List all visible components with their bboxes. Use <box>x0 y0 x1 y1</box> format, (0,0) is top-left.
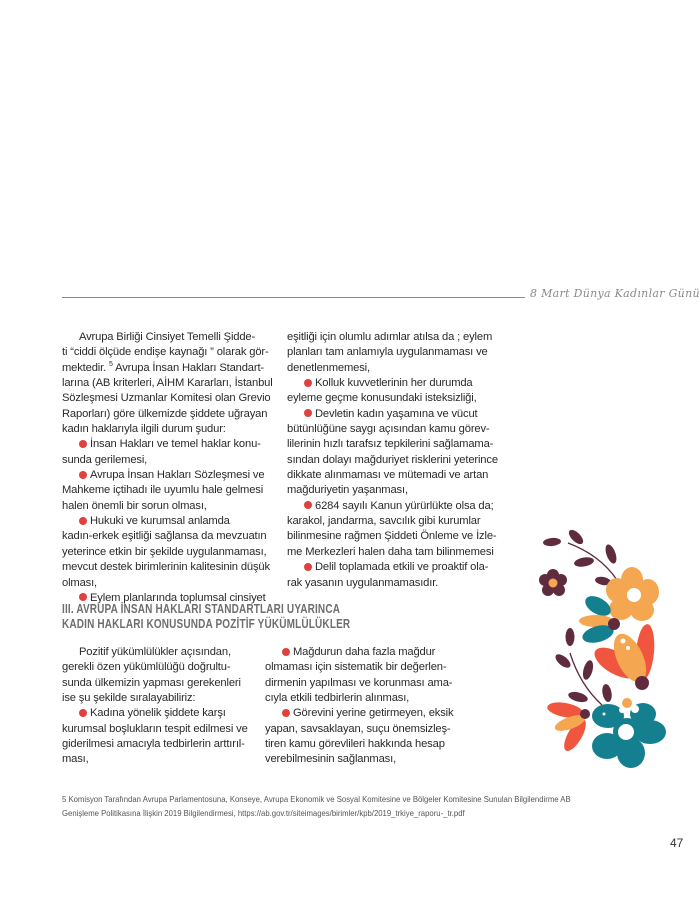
text-line <box>62 361 274 376</box>
floral-illustration <box>520 520 700 780</box>
line-text: Pozitif yükümlülükler açısından, <box>79 646 231 658</box>
section2-left-column <box>62 645 274 768</box>
bullet-icon <box>304 501 312 509</box>
text-line <box>62 737 274 752</box>
line-text: Hukuki ve kurumsal anlamda <box>90 515 230 528</box>
bullet-line <box>287 499 502 514</box>
text-line <box>287 529 502 544</box>
section-heading-line1: III. AVRUPA İNSAN HAKLARI STANDARTLARI UYARINCA <box>62 602 341 616</box>
bullet-icon <box>304 379 312 387</box>
section1-left-column <box>62 330 274 606</box>
text-line <box>62 645 274 660</box>
line-text: Eylem planlarında toplumsal cinsiyet <box>90 591 266 604</box>
text-line <box>62 407 274 422</box>
bullet-line <box>265 706 480 721</box>
footnote-reference: 5 <box>109 360 113 368</box>
line-text: gerekli özen yükümlülüğü doğrultu- <box>62 661 231 674</box>
line-text: Raporları) göre ülkemizde şiddete uğrayan <box>62 407 268 420</box>
header-rule <box>62 297 525 298</box>
text-line <box>287 576 502 591</box>
bullet-icon <box>79 440 87 448</box>
line-text: tiren kamu görevlileri hakkında hesap <box>265 738 445 751</box>
line-text: ti “ciddi ölçüde endişe kaynağı ” olarak gör- <box>62 346 269 359</box>
bullet-icon <box>79 709 87 717</box>
line-text: rak yasanın uygulanmamasıdır. <box>287 576 439 589</box>
bullet-line <box>62 514 274 529</box>
line-text: mektedir. <box>62 361 109 374</box>
line-text: sunda ülkemizin yapması gerekenleri <box>62 676 241 689</box>
line-text: cıyla etkili tedbirlerin alınması, <box>265 692 410 705</box>
bullet-icon <box>282 648 290 656</box>
line-text: verebilmesinin sağlanması, <box>265 753 397 766</box>
teal-flower <box>592 698 666 768</box>
text-line <box>62 752 274 767</box>
text-line <box>62 499 274 514</box>
small-maroon-flower <box>539 569 567 596</box>
footnote-line1: 5 Komisyon Tarafından Avrupa Parlamentosuna, Konseye, Avrupa Ekonomik ve Sosyal Komitesine ve Bölgeler Komitesine Sunulan Bilgilendirme AB <box>62 794 571 804</box>
line-text: bilinmesine rağmen Şiddeti Önleme ve İzle- <box>287 530 497 543</box>
text-line <box>62 660 274 675</box>
text-line <box>265 691 480 706</box>
text-line <box>62 330 274 345</box>
text-line <box>265 676 480 691</box>
line-text: İnsan Hakları ve temel haklar konu- <box>90 438 261 451</box>
text-line <box>62 545 274 560</box>
bullet-line <box>265 645 480 660</box>
text-line <box>62 560 274 575</box>
running-title: 8 Mart Dünya Kadınlar Günü <box>530 287 700 300</box>
bullet-line <box>62 468 274 483</box>
text-line <box>287 330 502 345</box>
line-text: eyleme geçme konusundaki isteksizliği, <box>287 392 477 405</box>
line-text: Mahkeme içtihadı ile uyumlu hale gelmesi <box>62 484 264 497</box>
section-heading-line2: KADIN HAKLARI KONUSUNDA POZİTİF YÜKÜMLÜLÜKLER <box>62 616 351 631</box>
bullet-line <box>62 706 274 721</box>
line-text: Delil toplamada etkili ve proaktif ola- <box>315 561 489 574</box>
line-text: Mağdurun daha fazla mağdur <box>293 646 436 658</box>
line-text: larına (AB kriterleri, AİHM Kararları, İstanbul <box>62 377 273 390</box>
bullet-line <box>62 437 274 452</box>
line-text: sından dolayı mağduriyet risklerini yeterince <box>287 453 498 466</box>
line-text: dikkate alınmaması ve mütemadi ve artan <box>287 469 489 482</box>
bullet-icon <box>282 709 290 717</box>
text-line <box>62 691 274 706</box>
bullet-line <box>287 376 502 391</box>
line-text: karakol, jandarma, savcılık gibi kurumlar <box>287 515 481 528</box>
line-text: kurumsal boşlukların tespit edilmesi ve <box>62 722 248 735</box>
text-line <box>62 422 274 437</box>
line-text: olmaması için sistematik bir değerlen- <box>265 661 447 674</box>
line-text: Kolluk kuvvetlerinin her durumda <box>315 377 473 390</box>
text-line <box>287 468 502 483</box>
text-line <box>62 376 274 391</box>
section2-right-column <box>265 645 480 768</box>
bullet-icon <box>304 409 312 417</box>
line-text: Görevini yerine getirmeyen, eksik <box>293 707 454 720</box>
text-line <box>287 437 502 452</box>
text-line <box>62 453 274 468</box>
text-line <box>265 660 480 675</box>
bullet-icon <box>79 517 87 525</box>
section-heading <box>62 602 350 631</box>
section1-right-column <box>287 330 502 591</box>
line-text: dirmenin yapılması ve korunması ama- <box>265 676 453 689</box>
text-line <box>265 722 480 737</box>
line-text: 6284 sayılı Kanun yürürlükte olsa da; <box>315 499 494 512</box>
line-text: sunda gerilemesi, <box>62 453 148 466</box>
line-text: me Merkezleri halen daha tam bilinmemesi <box>287 545 494 558</box>
text-line <box>287 483 502 498</box>
line-text: yapan, savsaklayan, suçu önemsizleş- <box>265 722 451 735</box>
line-text: giderilmesi amacıyla tedbirlerin arttırıl- <box>62 738 245 751</box>
red-orange-flower <box>546 700 590 754</box>
line-text: bütünlüğüne saygı açısından kamu görev- <box>287 423 490 436</box>
text-line <box>287 391 502 406</box>
line-text: mevcut destek birimlerinin kalitesinin düşük <box>62 561 270 574</box>
line-text: Kadına yönelik şiddete karşı <box>90 707 226 720</box>
bullet-icon <box>304 563 312 571</box>
bullet-icon <box>79 593 87 601</box>
line-text: mağduriyetin yaşanması, <box>287 484 408 497</box>
line-text-continued: Avrupa İnsan Hakları Standart- <box>112 361 264 374</box>
line-text: halen önemli bir sorun olması, <box>62 499 207 512</box>
text-line <box>287 345 502 360</box>
text-line <box>62 483 274 498</box>
line-text: eşitliği için olumlu adımlar atılsa da ; eylem <box>287 331 493 343</box>
text-line <box>265 752 480 767</box>
text-line <box>62 529 274 544</box>
text-line <box>287 361 502 376</box>
line-text: olması, <box>62 576 98 589</box>
line-text: ise şu şekilde sıralayabiliriz: <box>62 692 196 705</box>
line-text: yeterince etkin bir şekilde uygulanmaması, <box>62 545 267 558</box>
line-text: denetlenmemesi, <box>287 361 370 374</box>
text-line <box>62 722 274 737</box>
line-text: Sözleşmesi Uzmanlar Komitesi olan Grevio <box>62 392 271 405</box>
line-text: kadın haklarıyla ilgili durum şudur: <box>62 423 226 436</box>
page-number: 47 <box>670 836 684 850</box>
line-text: Avrupa İnsan Hakları Sözleşmesi ve <box>90 469 265 482</box>
footnote <box>62 792 571 820</box>
line-text: ması, <box>62 753 89 766</box>
line-text: kadın-erkek eşitliği sağlansa da mevzuatın <box>62 530 267 543</box>
line-text: planları tam anlamıyla uygulanmaması ve <box>287 346 488 359</box>
text-line <box>62 576 274 591</box>
text-line <box>287 545 502 560</box>
bullet-line <box>287 407 502 422</box>
line-text: Avrupa Birliği Cinsiyet Temelli Şidde- <box>79 331 256 343</box>
footnote-line2: Genişleme Politikasına İlişkin 2019 Bilgilendirmesi, https://ab.gov.tr/siteimages/birimler/kpb/2019_trkiye_raporu-_tr.pdf <box>62 808 465 818</box>
text-line <box>287 514 502 529</box>
text-line <box>62 345 274 360</box>
bullet-line <box>287 560 502 575</box>
line-text: lilerinin hızlı tarafsız tepkilerini sağlamama- <box>287 438 494 451</box>
text-line <box>265 737 480 752</box>
line-text: Devletin kadın yaşamına ve vücut <box>315 407 478 420</box>
text-line <box>62 391 274 406</box>
text-line <box>287 422 502 437</box>
bullet-icon <box>79 471 87 479</box>
text-line <box>62 676 274 691</box>
text-line <box>287 453 502 468</box>
